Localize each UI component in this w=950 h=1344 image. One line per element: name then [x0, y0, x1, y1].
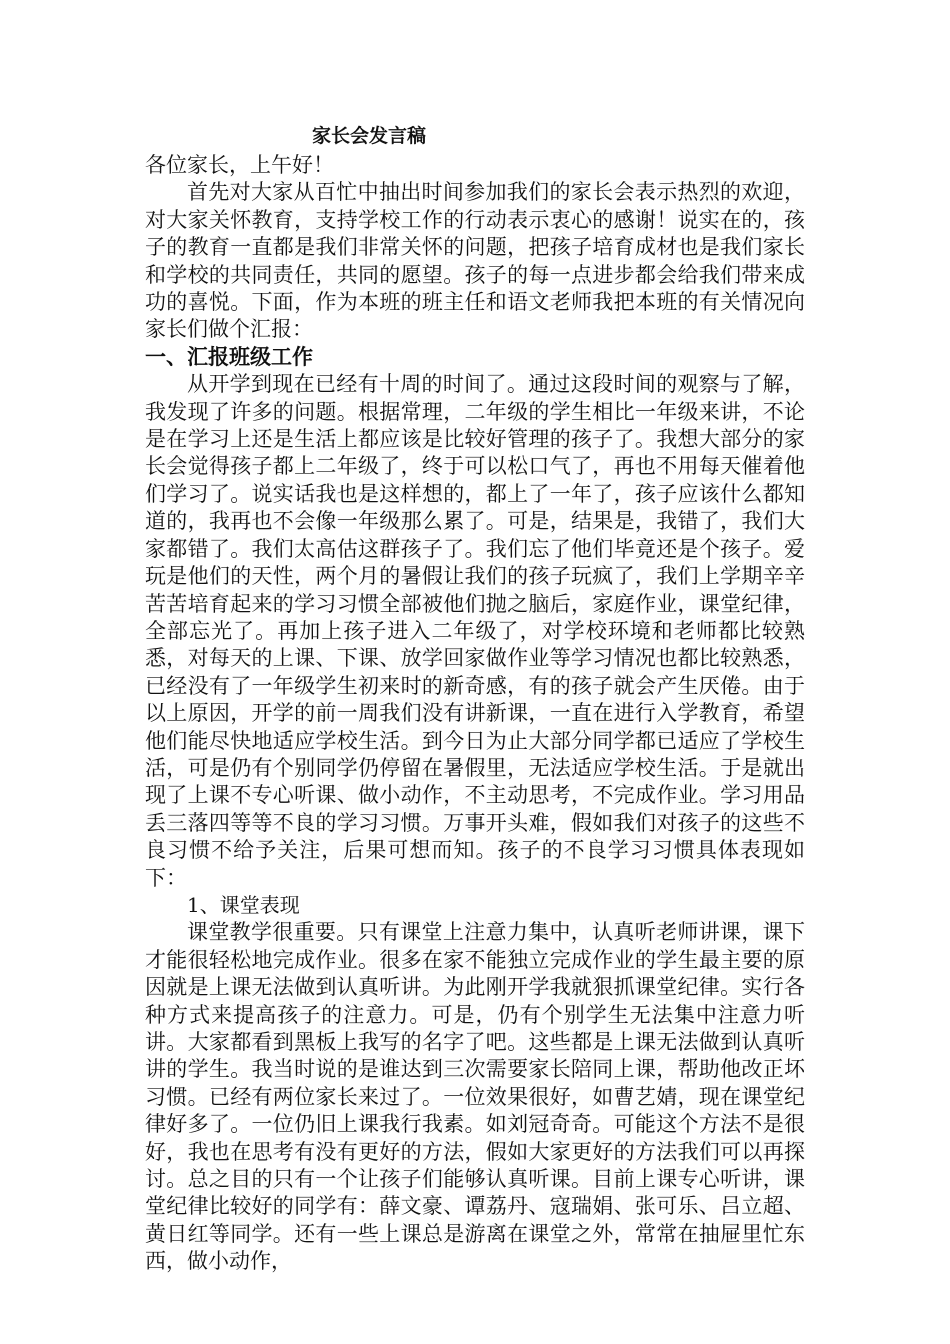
section-heading-1: 一、汇报班级工作 [145, 344, 313, 369]
section-1-paragraph: 从开学到现在已经有十周的时间了。通过这段时间的观察与了解，我发现了许多的问题。根据常理，二年级的学生相比一年级来讲，不论是在学习上还是生活上都应该是比较好管理的孩子了。我想大部分的家长会觉得孩子都上二年级了，终于可以松口气了，再也不用每天催着他们学习了。说实话我也是这样想的，都上了一年了，孩子应该什么都知道的，我再也不会像一年级那么累了。可是，结果是，我错了，我们大家都错了。我们太高估这群孩子了。我们忘了他们毕竟还是个孩子。爱玩是他们的天性，两个月的暑假让我们的孩子玩疯了，我们上学期辛辛苦苦培育起来的学习习惯全部被他们抛之脑后，家庭作业，课堂纪律，全部忘光了。再加上孩子进入二年级了，对学校环境和老师都比较熟悉，对每天的上课、下课、放学回家做作业等学习情况也都比较熟悉，已经没有了一年级学生初来时的新奇感，有的孩子就会产生厌倦。由于以上原因，开学的前一周我们没有讲新课，一直在进行入学教育，希望他们能尽快地适应学校生活。到今日为止大部分同学都已适应了学校生活，可是仍有个别同学仍停留在暑假里，无法适应学校生活。于是就出现了上课不专心听课、做小动作，不主动思考，不完成作业。学习用品丢三落四等等不良的学习习惯。万事开头难，假如我们对孩子的这些不良习惯不给予关注，后果可想而知。孩子的不良学习习惯具体表现如下： [145, 372, 805, 890]
document-page [145, 120, 805, 1276]
greeting: 各位家长，上午好！ [145, 153, 334, 177]
subsection-1-paragraph: 课堂教学很重要。只有课堂上注意力集中，认真听老师讲课，课下才能很轻松地完成作业。很多在家不能独立完成作业的学生最主要的原因就是上课无法做到认真听讲。为此刚开学我就狠抓课堂纪律。实行各种方式来提高孩子的注意力。可是，仍有个别学生无法集中注意力听讲。大家都看到黑板上我写的名字了吧。这些都是上课无法做到认真听讲的学生。我当时说的是谁达到三次需要家长陪同上课，帮助他改正坏习惯。已经有两位家长来过了。一位效果很好，如曹艺婧，现在课堂纪律好多了。一位仍旧上课我行我素。如刘冠奇奇。可能这个方法不是很好，我也在思考有没有更好的方法，假如大家更好的方法我们可以再探讨。总之目的只有一个让孩子们能够认真听课。目前上课专心听讲，课堂纪律比较好的同学有：薛文豪、谭荔丹、寇瑞娟、张可乐、吕立超、黄日红等同学。还有一些上课总是游离在课堂之外，常常在抽屉里忙东西，做小动作， [145, 920, 805, 1274]
intro-paragraph: 首先对大家从百忙中抽出时间参加我们的家长会表示热烈的欢迎，对大家关怀教育，支持学校工作的行动表示衷心的感谢！说实在的，孩子的教育一直都是我们非常关怀的问题，把孩子培育成材也是我们家长和学校的共同责任，共同的愿望。孩子的每一点进步都会给我们带来成功的喜悦。下面，作为本班的班主任和语文老师我把本班的有关情况向家长们做个汇报： [145, 180, 805, 342]
document-title: 家长会发言稿 [312, 125, 427, 147]
subsection-heading-1: 1、课堂表现 [187, 892, 300, 917]
